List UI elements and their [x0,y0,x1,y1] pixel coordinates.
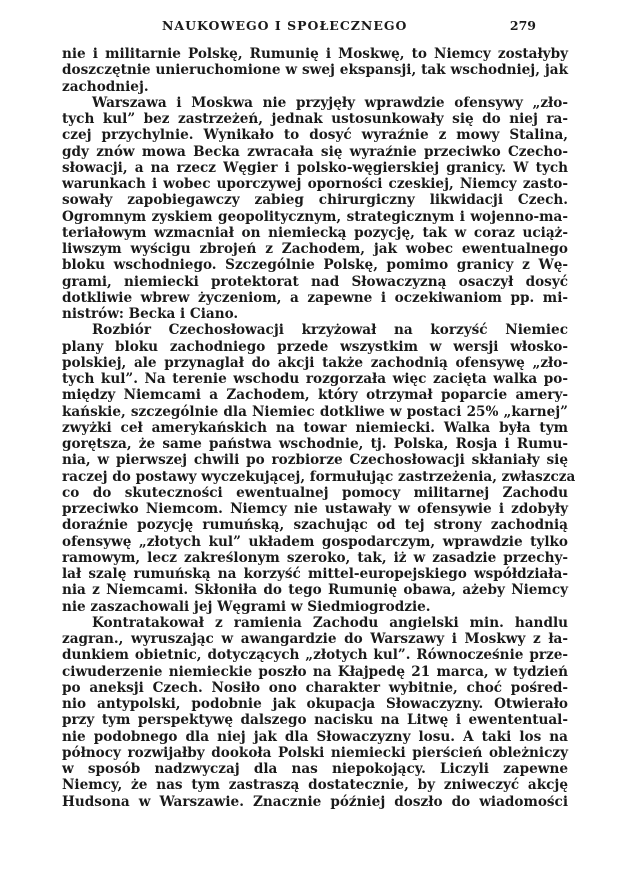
text-line: gdy znów mowa Becka zwracała się wyraźnie przeciwko Czecho- [62,143,568,160]
page-header [62,12,568,42]
text-line: nia, w pierwszej chwili po rozbiorze Czechosłowacji skłaniały się [62,452,568,469]
book-page [62,12,576,882]
text-line: polskiej, ale przynaglał do akcji także zachodnią ofensywę „zło- [62,354,568,371]
text-line: ofensywę „złotych kul” układem gospodarczym, wprawdzie tylko [62,533,568,550]
text-line: warunkach i wobec uporczywej oporności czeskiej, Niemcy zasto- [62,176,568,192]
text-line: słowacji, a na rzecz Węgier i polsko-węgierskiej granicy. W tych [62,159,568,176]
text-line: w sposób nadzwyczaj dla nas niepokojący. Liczyli zapewne [62,761,568,777]
text-line: dunkiem obietnic, dotyczących „złotych kul”. Równocześnie prze- [62,647,568,664]
text-line: zagran., wyruszając w awangardzie do Warszawy i Moskwy z ła- [62,631,568,647]
text-line: Ogromnym zyskiem geopolitycznym, strategicznym i wojenno-ma- [62,208,568,225]
text-line: nistrów: Becka i Ciano. [62,306,239,322]
text-line: Warszawa i Moskwa nie przyjęły wprawdzie ofensywy „zło- [92,94,568,111]
text-line: plany bloku zachodniego przede wszystkim w wersji włosko- [62,338,568,355]
body-text [62,46,576,810]
text-line: sowały zapobiegawczy zabieg chirurgiczny likwidacji Czech. [62,192,568,209]
text-line: dotkliwie wbrew życzeniom, a zapewne i oczekiwaniom pp. mi- [62,289,568,306]
text-line: Kontratakował z ramienia Zachodu angielski min. handlu [92,614,568,631]
text-line: liwszym wyścigu zbrojeń z Zachodem, jak wobec ewentualnego [62,241,568,257]
text-line: przy tym perspektywę dalszego nacisku na Litwę i ewententual- [62,712,568,729]
text-line: tych kul”. Na terenie wschodu rozgorzała więc zacięta walka po- [62,371,568,387]
text-line: zwyżki ceł amerykańskich na towar niemiecki. Walka była tym [62,419,568,436]
text-line: Niemcy, że nas tym zastraszą dostatecznie, by zniweczyć akcję [62,777,568,794]
text-line: doszczętnie unieruchomione w swej ekspansji, tak wschodniej, jak [62,62,568,79]
text-line: goręts​za, że same państwa wschodnie, tj. Polska, Rosja i Rumu- [62,436,568,452]
text-line: teriałowym wzmacniał on niemiecką pozycję, tak w coraz uciąż- [62,224,568,241]
text-line: kańskie, szczególnie dla Niemiec dotkliwe w postaci 25% „karnej” [62,403,568,420]
text-line: ciwuderzenie niemieckie poszło na Kłajpedę 21 marca, w tydzień [62,663,568,680]
page-number: 279 [509,18,536,33]
text-line: po aneksji Czech. Nosiło ono charakter wybitnie, choć pośred- [62,679,568,696]
text-line: nio antypolski, podobnie jak okupacja Słowaczyzny. Otwierało [62,696,568,712]
text-line: czej przychylnie. Wynikało to dosyć wyraźnie z mowy Stalina, [62,127,568,144]
text-line: nia z Niemcami. Skłoniła do tego Rumunię obawa, ażeby Niemcy [62,582,568,599]
text-line: raczej do postawy wyczekującej, formułując zastrzeżenia, zwłaszcza [62,468,576,485]
text-line: przeciwko Niemcom. Niemcy nie ustawały w ofensywie i zdobyły [62,501,568,517]
text-line: zachodniej. [62,78,149,95]
running-head: NAUKOWEGO I SPOŁECZNEGO [162,18,408,33]
text-line: bloku wschodniego. Szczególnie Polskę, pomimo granicy z Wę- [62,257,568,274]
text-line: co do skuteczności ewentualnej pomocy militarnej Zachodu [62,484,568,501]
text-line: nie i militarnie Polskę, Rumunię i Moskwę, to Niemcy zostałyby [62,46,568,62]
text-line: nie zaszachowali jej Węgrami w Siedmiogrodzie. [62,598,431,615]
text-line: północy rozwijałby dookoła Polski niemiecki pierścień obleżniczy [62,744,568,761]
text-line: lał szalę rumuńską na korzyść mittel-europejskiego współdziała- [62,566,568,582]
text-line: grami, niemiecki protektorat nad Słowaczyzną osaczył dosyć [62,273,568,290]
text-line: nie podobnego dla niej jak dla Słowaczyzny losu. A taki los na [62,728,568,745]
text-line: Rozbiór Czechosłowacji krzyżował na korzyść Niemiec [92,322,568,339]
text-line: Hudsona w Warszawie. Znacznie później doszło do wiadomości [62,793,568,810]
text-line: między Niemcami a Zachodem, który otrzymał poparcie amery- [62,387,568,404]
text-line: tych kul” bez zastrzeżeń, jednak ustosunkowały się do niej ra- [62,111,568,127]
text-line: ramowym, lecz zakreślonym szeroko, tak, iż w zasadzie przechy- [62,549,568,566]
text-line: doraźnie pozycję rumuńską, szachując od tej strony zachodnią [62,517,568,534]
